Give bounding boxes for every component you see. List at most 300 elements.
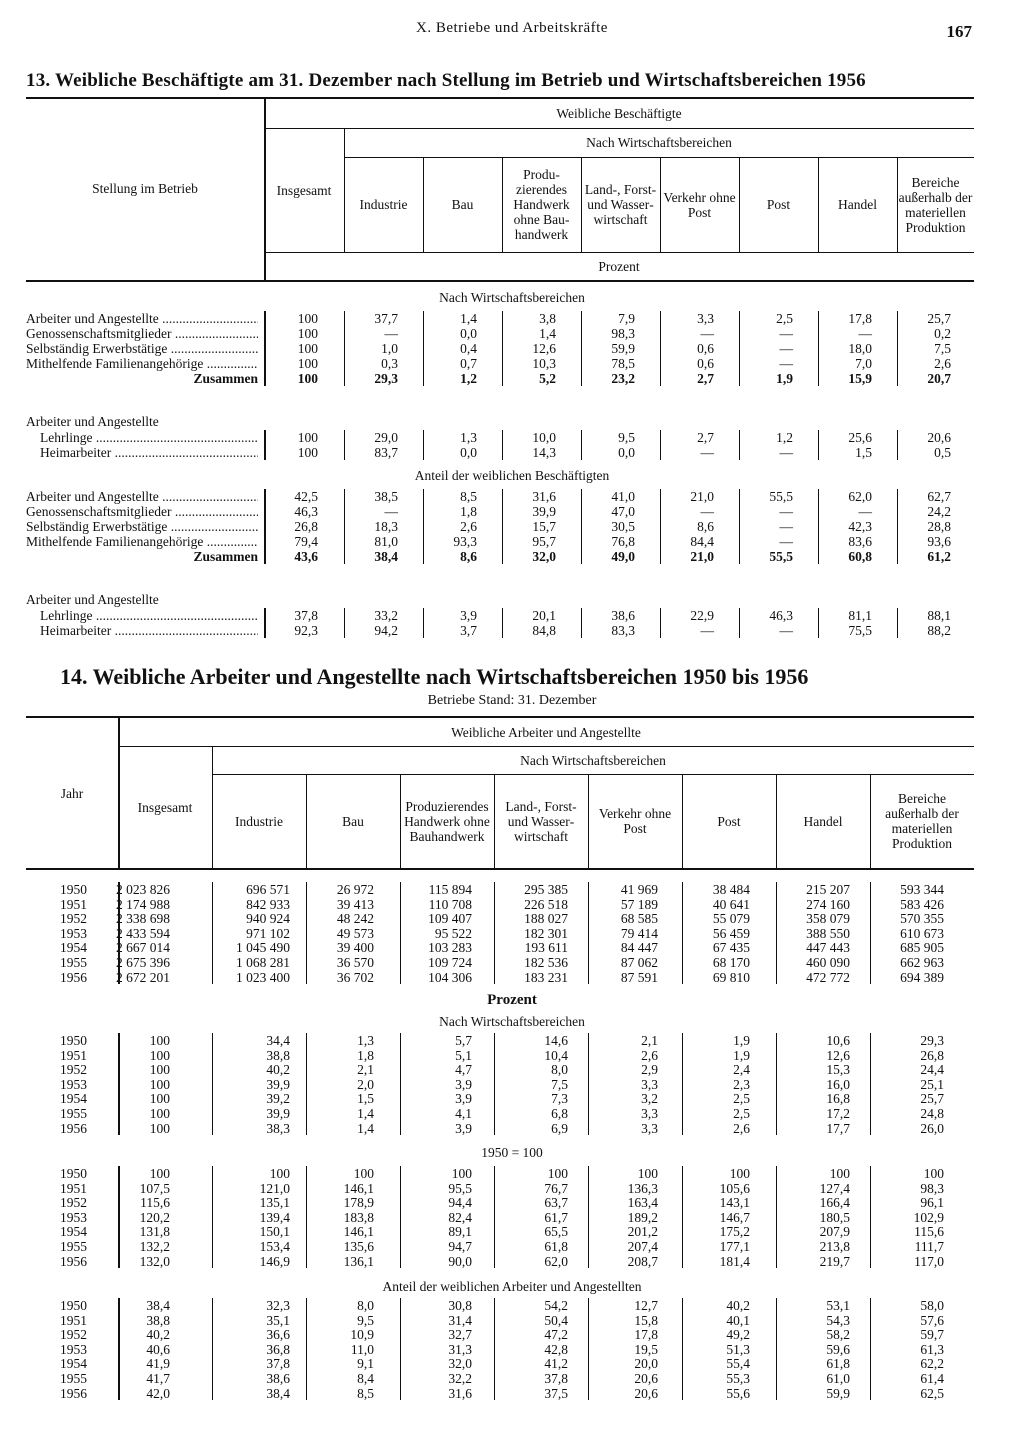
column-rule bbox=[306, 1166, 307, 1268]
column-rule bbox=[502, 430, 503, 460]
t14-cell: 39,9 bbox=[266, 1076, 290, 1092]
column-rule bbox=[682, 1166, 683, 1268]
t13-cell: 100 bbox=[297, 430, 318, 445]
t14-cell: 132,0 bbox=[139, 1253, 170, 1269]
column-rule bbox=[423, 311, 424, 386]
t14-cell: 12,6 bbox=[826, 1047, 850, 1063]
table14-title: 14. Weibliche Arbeiter und Angestellte nach Wirtschaftsbereichen 1950 bis 1956 bbox=[60, 664, 809, 689]
t14-cell: 61,7 bbox=[544, 1209, 568, 1225]
t14-cell: 38,8 bbox=[146, 1312, 170, 1328]
t14-cell: 39,2 bbox=[266, 1091, 290, 1107]
t14-cell: 25,1 bbox=[920, 1076, 944, 1092]
column-rule bbox=[212, 882, 213, 984]
column-rule bbox=[264, 608, 266, 638]
t13-cell: 24,2 bbox=[927, 504, 951, 519]
t14-cell: 5,7 bbox=[455, 1033, 472, 1048]
t14-cell: 90,0 bbox=[448, 1253, 472, 1269]
t14-cell: 55 079 bbox=[712, 911, 750, 927]
t13-cell: 95,7 bbox=[532, 534, 556, 549]
t14-cell: 62,5 bbox=[920, 1385, 944, 1401]
column-rule bbox=[682, 882, 683, 984]
t13-cell: 1,5 bbox=[855, 445, 872, 460]
t14-cell: 100 bbox=[149, 1166, 170, 1181]
t14-cell: 35,1 bbox=[266, 1312, 290, 1328]
t13-col-head-handwerk: Produzierendes Handwerk ohne Bauhandwerk bbox=[513, 167, 570, 242]
t14-cell: 26 972 bbox=[336, 882, 374, 897]
column-rule bbox=[897, 311, 898, 386]
column-rule bbox=[897, 608, 898, 638]
t13-cell: 0,3 bbox=[381, 356, 398, 371]
t13-cell: 28,8 bbox=[927, 519, 951, 534]
t13-cell: — bbox=[700, 504, 714, 519]
t13-cell: 9,5 bbox=[618, 430, 635, 445]
t13-cell: — bbox=[384, 504, 398, 519]
t14-year: 1950 bbox=[60, 1298, 87, 1313]
t14-cell: 193 611 bbox=[524, 940, 568, 956]
t14-year: 1956 bbox=[60, 1253, 87, 1269]
t14-cell: 17,8 bbox=[634, 1327, 658, 1343]
t14-cell: 87 062 bbox=[620, 955, 658, 970]
t13-cell: 8,6 bbox=[697, 519, 714, 534]
t14-cell: 3,9 bbox=[455, 1076, 472, 1092]
t14-cell: 100 bbox=[547, 1166, 568, 1181]
t14-cell: 2,4 bbox=[733, 1062, 750, 1078]
t14-cell: 29,3 bbox=[920, 1033, 944, 1048]
t14-cell: 34,4 bbox=[266, 1033, 290, 1048]
t14-cell: 178,9 bbox=[343, 1195, 374, 1211]
t14-year: 1956 bbox=[60, 1385, 87, 1401]
t13-cell: — bbox=[858, 326, 872, 341]
t13-cell: 0,7 bbox=[460, 356, 477, 371]
t14-cell: 7,3 bbox=[551, 1091, 568, 1107]
t14-cell: 940 924 bbox=[246, 911, 290, 927]
t14-cell: 59,7 bbox=[920, 1327, 944, 1343]
t13-cell: 12,6 bbox=[532, 341, 556, 356]
t13-cell: — bbox=[779, 504, 793, 519]
t14-col-head-bau: Bau bbox=[342, 813, 364, 829]
column-rule bbox=[660, 608, 661, 638]
t14-cell: 57,6 bbox=[920, 1312, 944, 1328]
t13-row-label: Arbeiter und Angestellte ..... bbox=[26, 489, 258, 504]
t13-cell: 93,3 bbox=[453, 534, 477, 549]
t13-cell: 0,6 bbox=[697, 341, 714, 356]
t14-cell: 41,7 bbox=[146, 1371, 170, 1386]
t13-cell: — bbox=[384, 326, 398, 341]
t14-cell: 24,8 bbox=[920, 1106, 944, 1121]
column-rule bbox=[306, 882, 307, 984]
t13-row-label: Genossenschaftsmitglieder ..... bbox=[26, 326, 258, 341]
t13-row-label: Selbständig Erwerbstätige ..... bbox=[26, 519, 258, 534]
t14-cell: 6,8 bbox=[551, 1106, 568, 1121]
t13-cell: 46,3 bbox=[294, 504, 318, 519]
column-rule bbox=[306, 1033, 307, 1135]
t13-cell: 0,6 bbox=[697, 356, 714, 371]
t14-cell: 69 810 bbox=[712, 969, 750, 985]
t14-cell: 132,2 bbox=[139, 1239, 170, 1254]
t14-cell: 2 174 988 bbox=[116, 896, 170, 912]
t13-cell: 41,0 bbox=[611, 489, 635, 504]
t14-cell: 82,4 bbox=[448, 1209, 472, 1225]
t14-cell: 153,4 bbox=[259, 1239, 290, 1254]
t13-cell: 3,8 bbox=[539, 311, 556, 326]
column-rule bbox=[588, 882, 589, 984]
t13-cell: 79,4 bbox=[294, 534, 318, 549]
t13-cell: 94,2 bbox=[374, 623, 398, 638]
t13-cell: 2,6 bbox=[934, 356, 951, 371]
t14-cell: 2 667 014 bbox=[116, 940, 170, 956]
t13-cell: 83,6 bbox=[848, 534, 872, 549]
column-rule bbox=[344, 608, 345, 638]
t13-cell: 2,6 bbox=[460, 519, 477, 534]
t14-cell: 146,1 bbox=[343, 1180, 374, 1196]
t14-cell: 58,0 bbox=[920, 1298, 944, 1313]
t14-cell: 1,3 bbox=[357, 1033, 374, 1048]
t14-cell: 115,6 bbox=[914, 1224, 944, 1240]
t14-cell: 39 400 bbox=[336, 940, 374, 956]
t13-cell: 15,9 bbox=[848, 371, 872, 386]
t14-cell: 38,4 bbox=[146, 1298, 170, 1313]
t14-cell: 40 641 bbox=[712, 896, 750, 912]
t13-unit: Prozent bbox=[598, 258, 640, 274]
t13-cell: 0,0 bbox=[618, 445, 635, 460]
t13-cell: 47,0 bbox=[611, 504, 635, 519]
t14-cell: 2,0 bbox=[357, 1076, 374, 1092]
t14-cell: 219,7 bbox=[819, 1253, 850, 1269]
column-rule bbox=[212, 1033, 213, 1135]
column-rule bbox=[818, 608, 819, 638]
t14-cell: 38,4 bbox=[266, 1385, 290, 1401]
t13-row-label: Zusammen bbox=[193, 549, 258, 564]
t14-cell: 100 bbox=[149, 1106, 170, 1121]
t14-cell: 40,2 bbox=[266, 1062, 290, 1078]
t14-cell: 100 bbox=[451, 1166, 472, 1181]
t13-cell: 0,0 bbox=[460, 326, 477, 341]
column-rule bbox=[400, 1166, 401, 1268]
t14-cell: 102,9 bbox=[913, 1209, 944, 1225]
t14-cell: 17,7 bbox=[826, 1120, 850, 1136]
t14-cell: 971 102 bbox=[246, 925, 290, 941]
t14-cell: 111,7 bbox=[914, 1239, 944, 1254]
t13-row-label: Zusammen bbox=[193, 371, 258, 386]
t14-cell: 61,4 bbox=[920, 1371, 944, 1386]
t14-cell: 30,8 bbox=[448, 1298, 472, 1313]
t14-cell: 87 591 bbox=[620, 969, 658, 985]
column-rule bbox=[870, 1298, 871, 1400]
t14-cell: 41 969 bbox=[620, 882, 658, 897]
t13-cell: 20,6 bbox=[927, 430, 951, 445]
column-rule bbox=[818, 489, 819, 564]
t14-cell: 61,8 bbox=[544, 1239, 568, 1254]
t14-cell: 226 518 bbox=[524, 896, 568, 912]
t13-cell: — bbox=[779, 445, 793, 460]
t14-cell: 2 675 396 bbox=[116, 955, 170, 970]
t13-cell: 1,8 bbox=[460, 504, 477, 519]
t14-cell: 38,8 bbox=[266, 1047, 290, 1063]
column-rule bbox=[423, 608, 424, 638]
t13-cell: 3,9 bbox=[460, 608, 477, 623]
t13-cell: 43,6 bbox=[294, 549, 318, 564]
t14-year: 1953 bbox=[60, 925, 87, 941]
t14-year: 1956 bbox=[60, 1120, 87, 1136]
t13-cell: 18,0 bbox=[848, 341, 872, 356]
t13-cell: 30,5 bbox=[611, 519, 635, 534]
column-rule bbox=[682, 1298, 683, 1400]
t13-cell: 83,7 bbox=[374, 445, 398, 460]
column-rule bbox=[776, 1166, 777, 1268]
t14-cell: 135,6 bbox=[343, 1239, 374, 1254]
t14-col-head-insgesamt: Insgesamt bbox=[137, 799, 193, 815]
column-rule bbox=[400, 882, 401, 984]
t14-cell: 1,5 bbox=[357, 1091, 374, 1107]
t13-cell: 38,6 bbox=[611, 608, 635, 623]
t13-cell: 32,0 bbox=[532, 549, 556, 564]
t14-cell: 146,1 bbox=[343, 1224, 374, 1240]
t14-cell: 49,2 bbox=[726, 1327, 750, 1343]
t14-year: 1956 bbox=[60, 969, 87, 985]
t14-cell: 24,4 bbox=[920, 1062, 944, 1078]
t14-cell: 38 484 bbox=[712, 882, 750, 897]
t14-cell: 8,4 bbox=[357, 1371, 374, 1386]
t14-year: 1950 bbox=[60, 1166, 87, 1181]
t14-cell: 10,4 bbox=[544, 1047, 568, 1063]
t14-cell: 10,6 bbox=[826, 1033, 850, 1048]
t14-cell: 39 413 bbox=[336, 896, 374, 912]
t14-cell: 62,0 bbox=[544, 1253, 568, 1269]
t13-cell: 0,0 bbox=[460, 445, 477, 460]
t14-cell: 14,6 bbox=[544, 1033, 568, 1048]
t14-cell: 94,4 bbox=[448, 1195, 472, 1211]
t14-cell: 58,2 bbox=[826, 1327, 850, 1343]
t14-cell: 79 414 bbox=[620, 925, 658, 941]
t14-cell: 3,9 bbox=[455, 1091, 472, 1107]
t13-cell: 100 bbox=[297, 371, 318, 386]
column-rule bbox=[400, 1298, 401, 1400]
t13-row-label: Mithelfende Familienangehörige ..... bbox=[26, 534, 258, 549]
t14-cell: 11,0 bbox=[350, 1341, 374, 1357]
t14-cell: 215 207 bbox=[806, 882, 850, 897]
t14-cell: 47,2 bbox=[544, 1327, 568, 1343]
column-rule bbox=[588, 1298, 589, 1400]
t14-cell: 51,3 bbox=[726, 1341, 750, 1357]
t14-cell: 32,0 bbox=[448, 1356, 472, 1372]
t13-cell: 1,4 bbox=[539, 326, 556, 341]
t14-cell: 1 023 400 bbox=[236, 969, 290, 985]
t13-cell: — bbox=[779, 534, 793, 549]
t14-cell: 41,2 bbox=[544, 1356, 568, 1372]
t14-row-head: Jahr bbox=[60, 786, 84, 801]
t13-cell: 21,0 bbox=[690, 489, 714, 504]
t13-cell: 42,5 bbox=[294, 489, 318, 504]
t14-cell: 115,6 bbox=[140, 1195, 170, 1211]
t14-year: 1950 bbox=[60, 882, 87, 897]
t13-cell: 100 bbox=[297, 326, 318, 341]
t14-col-head-handwerk: Produzierendes Handwerk ohne Bauhandwerk bbox=[404, 798, 490, 844]
t13-cell: 31,6 bbox=[532, 489, 556, 504]
t13-row-label: Lehrlinge ..... bbox=[40, 608, 258, 623]
column-rule bbox=[682, 1033, 683, 1135]
t14-cell: 100 bbox=[149, 1120, 170, 1136]
t14-cell: 98,3 bbox=[920, 1180, 944, 1196]
t14-cell: 593 344 bbox=[900, 882, 944, 897]
t13-cell: 10,0 bbox=[532, 430, 556, 445]
column-rule bbox=[870, 1033, 871, 1135]
t14-cell: 180,5 bbox=[819, 1209, 850, 1225]
t14-cell: 38,3 bbox=[266, 1120, 290, 1136]
t14-year: 1954 bbox=[60, 1091, 87, 1107]
t14-cell: 100 bbox=[353, 1166, 374, 1181]
t14-cell: 460 090 bbox=[806, 955, 850, 970]
t13-section-title: Anteil der weiblichen Beschäftigten bbox=[414, 468, 610, 483]
t14-cell: 53,1 bbox=[826, 1298, 850, 1313]
t14-cell: 662 963 bbox=[900, 955, 944, 970]
t14-cell: 570 355 bbox=[900, 911, 944, 927]
t14-cell: 32,3 bbox=[266, 1298, 290, 1313]
t14-cell: 65,5 bbox=[544, 1224, 568, 1240]
t14-cell: 1,4 bbox=[357, 1120, 374, 1136]
t14-cell: 32,7 bbox=[448, 1327, 472, 1343]
t14-cell: 4,1 bbox=[455, 1106, 472, 1121]
t14-cell: 105,6 bbox=[719, 1180, 750, 1196]
t13-cell: 22,9 bbox=[690, 608, 714, 623]
t14-cell: 447 443 bbox=[806, 940, 850, 956]
t14-cell: 68 585 bbox=[620, 911, 658, 927]
t14-cell: 15,8 bbox=[634, 1312, 658, 1328]
t13-cell: 0,2 bbox=[934, 326, 951, 341]
column-rule bbox=[306, 1298, 307, 1400]
t13-cell: 29,3 bbox=[374, 371, 398, 386]
t14-year: 1950 bbox=[60, 1033, 87, 1048]
t14-cell: 3,9 bbox=[455, 1120, 472, 1136]
column-rule bbox=[588, 1166, 589, 1268]
t14-cell: 110 708 bbox=[428, 896, 472, 912]
t13-cell: 84,8 bbox=[532, 623, 556, 638]
table13-title: 13. Weibliche Beschäftigte am 31. Dezember nach Stellung im Betrieb und Wirtschaftsbereichen 1956 bbox=[26, 70, 866, 91]
t14-cell: 120,2 bbox=[139, 1209, 170, 1225]
t13-cell: 3,7 bbox=[460, 623, 477, 638]
t14-cell: 49 573 bbox=[336, 925, 374, 941]
t14-year: 1953 bbox=[60, 1076, 87, 1092]
t14-cell: 6,9 bbox=[551, 1120, 568, 1136]
t14-cell: 3,2 bbox=[641, 1091, 658, 1107]
t13-col-head-post: Post bbox=[766, 197, 791, 212]
t14-cell: 40,1 bbox=[726, 1312, 750, 1328]
t14-cell: 2,1 bbox=[357, 1062, 374, 1078]
t13-cell: 3,3 bbox=[697, 311, 714, 326]
t14-cell: 100 bbox=[637, 1166, 658, 1181]
t13-cell: 55,5 bbox=[769, 489, 793, 504]
t14-cell: 2 433 594 bbox=[116, 925, 170, 941]
t13-cell: 21,0 bbox=[690, 549, 714, 564]
t13-cell: — bbox=[700, 623, 714, 638]
t14-cell: 31,6 bbox=[448, 1385, 472, 1401]
column-rule bbox=[494, 882, 495, 984]
t14-cell: 16,8 bbox=[826, 1091, 850, 1107]
t14-cell: 84 447 bbox=[620, 940, 658, 956]
column-rule bbox=[660, 311, 661, 386]
t14-cell: 121,0 bbox=[259, 1180, 290, 1196]
t14-year: 1951 bbox=[60, 1312, 87, 1328]
t14-cell: 40,2 bbox=[726, 1298, 750, 1313]
t14-cell: 131,8 bbox=[139, 1224, 170, 1240]
t14-cell: 213,8 bbox=[819, 1239, 850, 1254]
t14-cell: 207,9 bbox=[819, 1224, 850, 1240]
t14-cell: 8,0 bbox=[551, 1062, 568, 1078]
t14-cell: 1,9 bbox=[733, 1047, 750, 1063]
t14-cell: 20,0 bbox=[634, 1356, 658, 1372]
t14-cell: 274 160 bbox=[806, 896, 850, 912]
t14-cell: 41,9 bbox=[146, 1356, 170, 1372]
t14-cell: 95 522 bbox=[434, 925, 472, 941]
t13-cell: 92,3 bbox=[294, 623, 318, 638]
t13-cell: 84,4 bbox=[690, 534, 714, 549]
t13-cell: 1,9 bbox=[776, 371, 793, 386]
column-rule bbox=[423, 489, 424, 564]
t13-cell: 1,3 bbox=[460, 430, 477, 445]
t13-cell: 23,2 bbox=[611, 371, 635, 386]
column-rule bbox=[264, 311, 266, 386]
column-rule bbox=[739, 311, 740, 386]
t13-col-head-industrie: Industrie bbox=[359, 197, 408, 212]
t14-cell: 96,1 bbox=[920, 1195, 944, 1211]
t14-cell: 54,2 bbox=[544, 1298, 568, 1313]
t14-cell: 55,4 bbox=[726, 1356, 750, 1372]
t13-col-head-verkehr: Verkehr ohne Post bbox=[663, 189, 736, 220]
t13-cell: — bbox=[700, 326, 714, 341]
t13-cell: 61,2 bbox=[927, 549, 951, 564]
t14-cell: 583 426 bbox=[900, 896, 944, 912]
t14-cell: 94,7 bbox=[448, 1239, 472, 1254]
t14-cell: 100 bbox=[149, 1047, 170, 1063]
t13-row-label: Selbständig Erwerbstätige ..... bbox=[26, 341, 258, 356]
t13-cell: — bbox=[779, 356, 793, 371]
t14-year: 1952 bbox=[60, 1327, 87, 1343]
column-rule bbox=[502, 489, 503, 564]
t14-cell: 36 702 bbox=[336, 969, 374, 985]
t13-cell: 25,6 bbox=[848, 430, 872, 445]
column-rule bbox=[264, 430, 266, 460]
t13-cell: 42,3 bbox=[848, 519, 872, 534]
t14-cell: 61,8 bbox=[826, 1356, 850, 1372]
t13-cell: 78,5 bbox=[611, 356, 635, 371]
t14-cell: 100 bbox=[269, 1166, 290, 1181]
column-rule bbox=[118, 1033, 120, 1135]
t14-year: 1951 bbox=[60, 896, 87, 912]
t14-cell: 2,5 bbox=[733, 1106, 750, 1121]
t14-cell: 12,7 bbox=[634, 1298, 658, 1313]
t14-cell: 115 894 bbox=[428, 882, 472, 897]
t13-cell: 8,5 bbox=[460, 489, 477, 504]
column-rule bbox=[344, 489, 345, 564]
t14-cell: 59,6 bbox=[826, 1341, 850, 1357]
t14-cell: 76,7 bbox=[544, 1180, 568, 1196]
t13-cell: 26,8 bbox=[294, 519, 318, 534]
t14-cell: 68 170 bbox=[712, 955, 750, 970]
t14-cell: 38,6 bbox=[266, 1371, 290, 1386]
t14-cell: 15,3 bbox=[826, 1062, 850, 1078]
t13-row-label: Arbeiter und Angestellte bbox=[26, 414, 159, 429]
t13-cell: 100 bbox=[297, 311, 318, 326]
t14-cell: 146,7 bbox=[719, 1209, 750, 1225]
t13-cell: 29,0 bbox=[374, 430, 398, 445]
column-rule bbox=[739, 430, 740, 460]
t13-cell: 98,3 bbox=[611, 326, 635, 341]
t14-cell: 208,7 bbox=[627, 1253, 658, 1269]
t14-cell: 3,3 bbox=[641, 1076, 658, 1092]
column-rule bbox=[818, 311, 819, 386]
column-rule bbox=[494, 1298, 495, 1400]
t14-cell: 694 389 bbox=[900, 969, 944, 985]
t14-cell: 100 bbox=[923, 1166, 944, 1181]
